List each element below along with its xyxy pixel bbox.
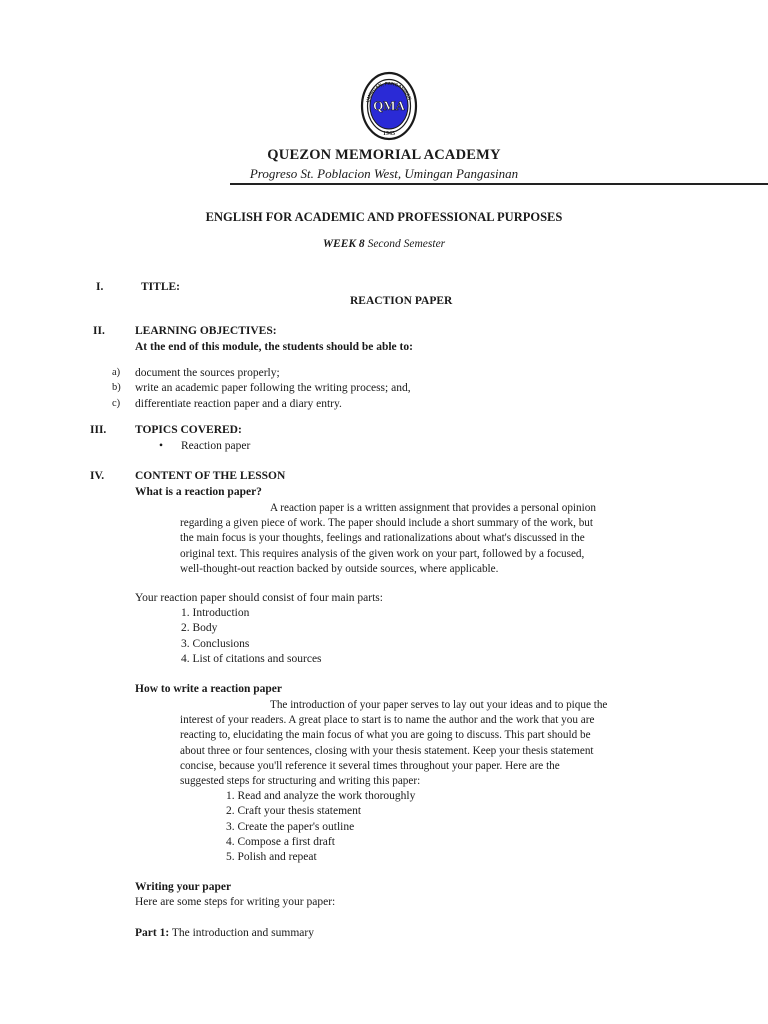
section-1-numeral: I. [96,281,104,293]
week-line [0,238,768,250]
paragraph-line: A reaction paper is a written assignment that provides a personal opinion [270,502,596,514]
paragraph-line: well-thought-out reaction backed by outside sources, where applicable. [180,562,499,575]
section-4-numeral: IV. [90,470,105,482]
writing-heading: Writing your paper [135,881,232,893]
part-item: 4. List of citations and sources [181,653,322,665]
objective-item: document the sources properly; [135,367,280,379]
paragraph-line: The introduction of your paper serves to lay out your ideas and to pique the [270,699,608,711]
paragraph-line: concise, because you'll reference it several times throughout your paper. Here are the [180,759,560,772]
semester-label: Second Semester [367,238,446,250]
part-1-line [135,927,314,939]
objective-item: differentiate reaction paper and a diary entry. [135,398,342,410]
what-paragraph [180,501,680,577]
objective-marker: c) [112,398,121,409]
svg-text:UMINGAN, PANGASINAN: UMINGAN, PANGASINAN [365,80,413,103]
step-item: 1. Read and analyze the work thoroughly [226,790,416,802]
how-paragraph [180,698,680,789]
topic-item: Reaction paper [181,440,251,452]
paragraph-line: regarding a given piece of work. The paper should include a short summary of the work, but [180,517,593,530]
what-heading: What is a reaction paper? [135,486,262,498]
paper-title: REACTION PAPER [350,295,453,307]
parts-intro: Your reaction paper should consist of four main parts: [135,592,383,604]
section-1-heading: TITLE: [141,281,180,293]
step-item: 4. Compose a first draft [226,836,335,848]
paragraph-line: about three or four sentences, closing with your thesis statement. Keep your thesis statement [180,744,594,757]
how-heading: How to write a reaction paper [135,683,283,695]
objective-marker: a) [112,367,121,378]
school-seal-logo [360,71,418,141]
paragraph-line: suggested steps for structuring and writing this paper: [180,775,421,788]
objective-item: write an academic paper following the writing process; and, [135,382,411,394]
bullet-icon: • [159,440,164,452]
school-address: Progreso St. Poblacion West, Umingan Pangasinan [249,166,519,181]
writing-intro: Here are some steps for writing your paper: [135,896,336,908]
svg-text:1945: 1945 [383,131,395,137]
part-1-text: The introduction and summary [171,927,314,939]
paragraph-line: original text. This requires analysis of the given work on your part, followed by a focused, [180,547,585,560]
section-2-heading: LEARNING OBJECTIVES: [135,325,277,337]
step-item: 5. Polish and repeat [226,851,317,863]
paragraph-line: reacting to, elucidating the main focus of what you are going to discuss. This part should be [180,729,591,742]
part-item: 2. Body [181,622,218,634]
section-3-heading: TOPICS COVERED: [135,424,242,436]
part-1-label: Part 1: [135,927,170,939]
part-item: 1. Introduction [181,607,250,619]
step-item: 2. Craft your thesis statement [226,805,362,817]
week-label: WEEK 8 [322,238,365,250]
section-2-numeral: II. [93,325,105,337]
section-3-numeral: III. [90,424,107,436]
paragraph-line: interest of your readers. A great place to start is to name the author and the work that you are [180,714,595,727]
school-name: QUEZON MEMORIAL ACADEMY [267,147,501,163]
course-title: ENGLISH FOR ACADEMIC AND PROFESSIONAL PURPOSES [205,210,563,224]
header-divider [230,183,768,185]
paragraph-line: the main focus is your thoughts, feelings and rationalizations about what's discussed in the [180,532,585,545]
part-item: 3. Conclusions [181,638,250,650]
objective-marker: b) [112,382,121,393]
step-item: 3. Create the paper's outline [226,821,355,833]
section-4-heading: CONTENT OF THE LESSON [135,470,286,482]
svg-text:QMA: QMA [373,98,405,113]
objectives-intro: At the end of this module, the students should be able to: [135,341,413,353]
